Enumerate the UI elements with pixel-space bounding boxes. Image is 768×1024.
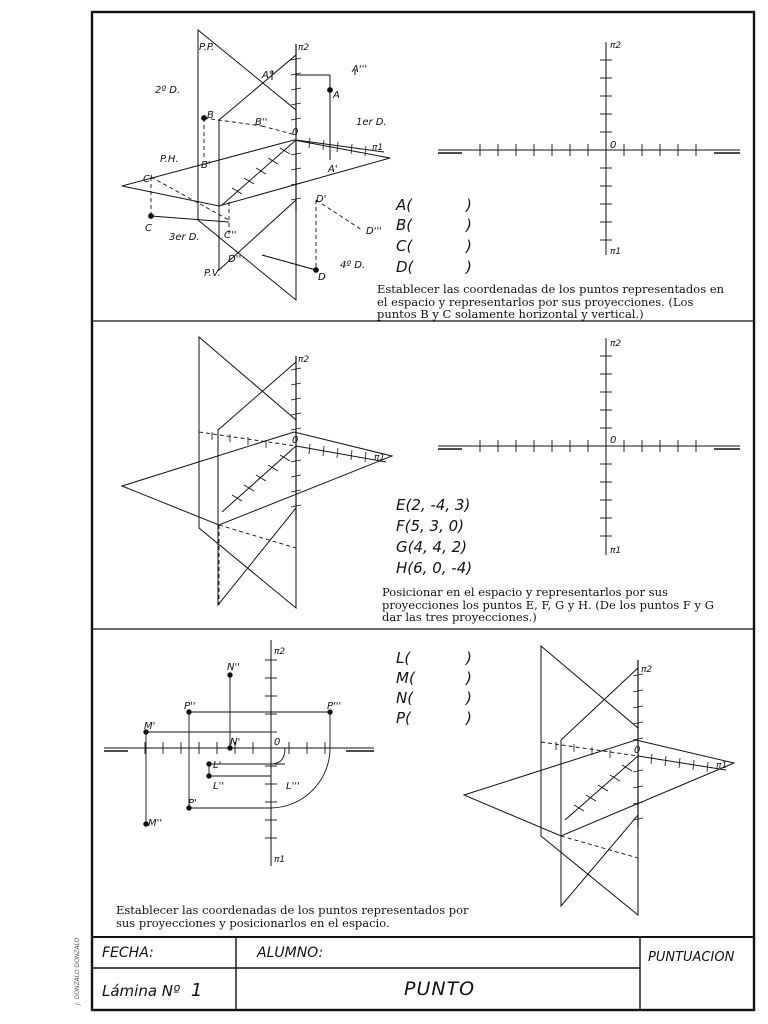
pi2-label-3: π2 (274, 647, 286, 657)
point-A: A (333, 90, 340, 101)
point-P3: P''' (327, 701, 342, 712)
panel1-coordinates (395, 196, 472, 276)
point-L2: L'' (213, 781, 225, 792)
coord-L-close: ) (466, 649, 472, 667)
point-L1: L' (213, 760, 222, 771)
puntuacion-label: PUNTUACION (648, 950, 735, 965)
subject-title: PUNTO (404, 978, 476, 1000)
alumno-label: ALUMNO: (257, 945, 324, 961)
panel2-perspective (122, 337, 392, 608)
panel3-point-labels (144, 647, 341, 865)
coord-C-close: ) (466, 237, 472, 255)
panel1-instructions-text: Establecer las coordenadas de los puntos representados en el espacio y representarlos por sus proyecciones. (Los puntos B y C solamente horizontal y vertical.) (377, 282, 724, 321)
panel1-perspective-labels (143, 42, 387, 283)
coord-C: C( (396, 237, 413, 255)
point-C1: C' (143, 174, 153, 185)
coord-N: N( (396, 689, 414, 707)
pi1-label-3: π1 (274, 855, 286, 865)
fecha-label: FECHA: (102, 945, 154, 961)
panel1-dihedral-axis (438, 42, 740, 255)
panel3-perspective (464, 646, 734, 915)
pi2-3d-2: π2 (298, 355, 310, 365)
coord-D-close: ) (466, 258, 472, 276)
coord-M: M( (396, 669, 415, 687)
panel2-instructions-text: Posicionar en el espacio y representarlos por sus proyecciones los puntos E, F, G y H. (De los puntos F y G dar las tres proyecciones.) (382, 585, 714, 624)
pi1-label-1: π1 (610, 247, 622, 257)
pi1-3d-3: π1 (716, 761, 728, 771)
coord-L: L( (396, 649, 411, 667)
lamina-text: Lámina Nº (102, 982, 181, 1000)
coord-A: A( (396, 196, 413, 214)
point-D1: D' (316, 194, 327, 205)
origin-label-1: 0 (610, 140, 617, 151)
point-A1: A' (328, 164, 338, 175)
origin-3d-2: 0 (292, 435, 299, 446)
point-M2: M'' (148, 818, 163, 829)
coord-H: H(6, 0, -4) (396, 559, 473, 577)
coord-A-close: ) (466, 196, 472, 214)
pi1-3d-2: π1 (374, 453, 386, 463)
pi2-3d-3: π2 (641, 665, 653, 675)
coord-E: E(2, -4, 3) (396, 496, 471, 514)
dihedral-4: 4º D. (340, 260, 366, 271)
point-D3: D''' (366, 226, 382, 237)
point-B2: B'' (255, 117, 268, 128)
panel2-coordinates (396, 496, 472, 577)
coord-D: D( (396, 258, 414, 276)
point-C2: C'' (224, 230, 237, 241)
point-P2: P'' (184, 701, 196, 712)
origin-label-3: 0 (274, 737, 281, 748)
pi1-label-2: π1 (610, 546, 622, 556)
origin-3d-3: 0 (634, 745, 641, 756)
point-A3: A''' (352, 64, 368, 75)
panel3-projection-axis (104, 640, 374, 866)
point-M1: M' (144, 721, 156, 732)
pp-label: P.P. (199, 42, 215, 53)
coord-P: P( (396, 709, 411, 727)
lamina-number: 1 (190, 980, 203, 1001)
panel2-dihedral-axis (438, 338, 740, 555)
pi2-label-2: π2 (610, 339, 622, 349)
coord-F: F(5, 3, 0) (396, 517, 465, 535)
point-B: B (207, 110, 214, 121)
origin-label-2: 0 (610, 435, 617, 446)
lamina-label (102, 980, 202, 1001)
panel3-coordinates (396, 649, 472, 727)
origin-3d: 0 (292, 127, 299, 138)
point-D: D (318, 272, 326, 283)
point-P1: P' (188, 798, 197, 809)
ph-label: P.H. (160, 154, 179, 165)
pv-label: P.V. (204, 268, 221, 279)
pi2-3d: π2 (298, 43, 310, 53)
coord-N-close: ) (466, 689, 472, 707)
coord-G: G(4, 4, 2) (396, 538, 468, 556)
point-D2: D'' (228, 254, 242, 265)
author-credit: J. GONZALO GONZALO (74, 937, 81, 1005)
pi2-label-1: π2 (610, 41, 622, 51)
dihedral-1: 1er D. (356, 117, 387, 128)
pi1-3d: π1 (372, 143, 384, 153)
dihedral-3: 3er D. (169, 232, 200, 243)
coord-B: B( (396, 216, 413, 234)
panel3-instructions (116, 904, 476, 929)
panel3-instructions-text: Establecer las coordenadas de los puntos representados por sus proyecciones y posicionarlos en el espacio. (116, 903, 469, 930)
coord-P-close: ) (466, 709, 472, 727)
coord-M-close: ) (466, 669, 472, 687)
panel1-instructions (377, 283, 729, 321)
point-C: C (145, 223, 152, 234)
point-L3: L''' (286, 781, 300, 792)
point-N1: N' (230, 737, 241, 748)
dihedral-2: 2º D. (155, 85, 181, 96)
coord-B-close: ) (466, 216, 472, 234)
point-N2: N'' (227, 662, 240, 673)
point-A2: A'' (262, 70, 275, 81)
point-B1: B' (201, 160, 211, 171)
panel2-instructions (382, 586, 730, 624)
